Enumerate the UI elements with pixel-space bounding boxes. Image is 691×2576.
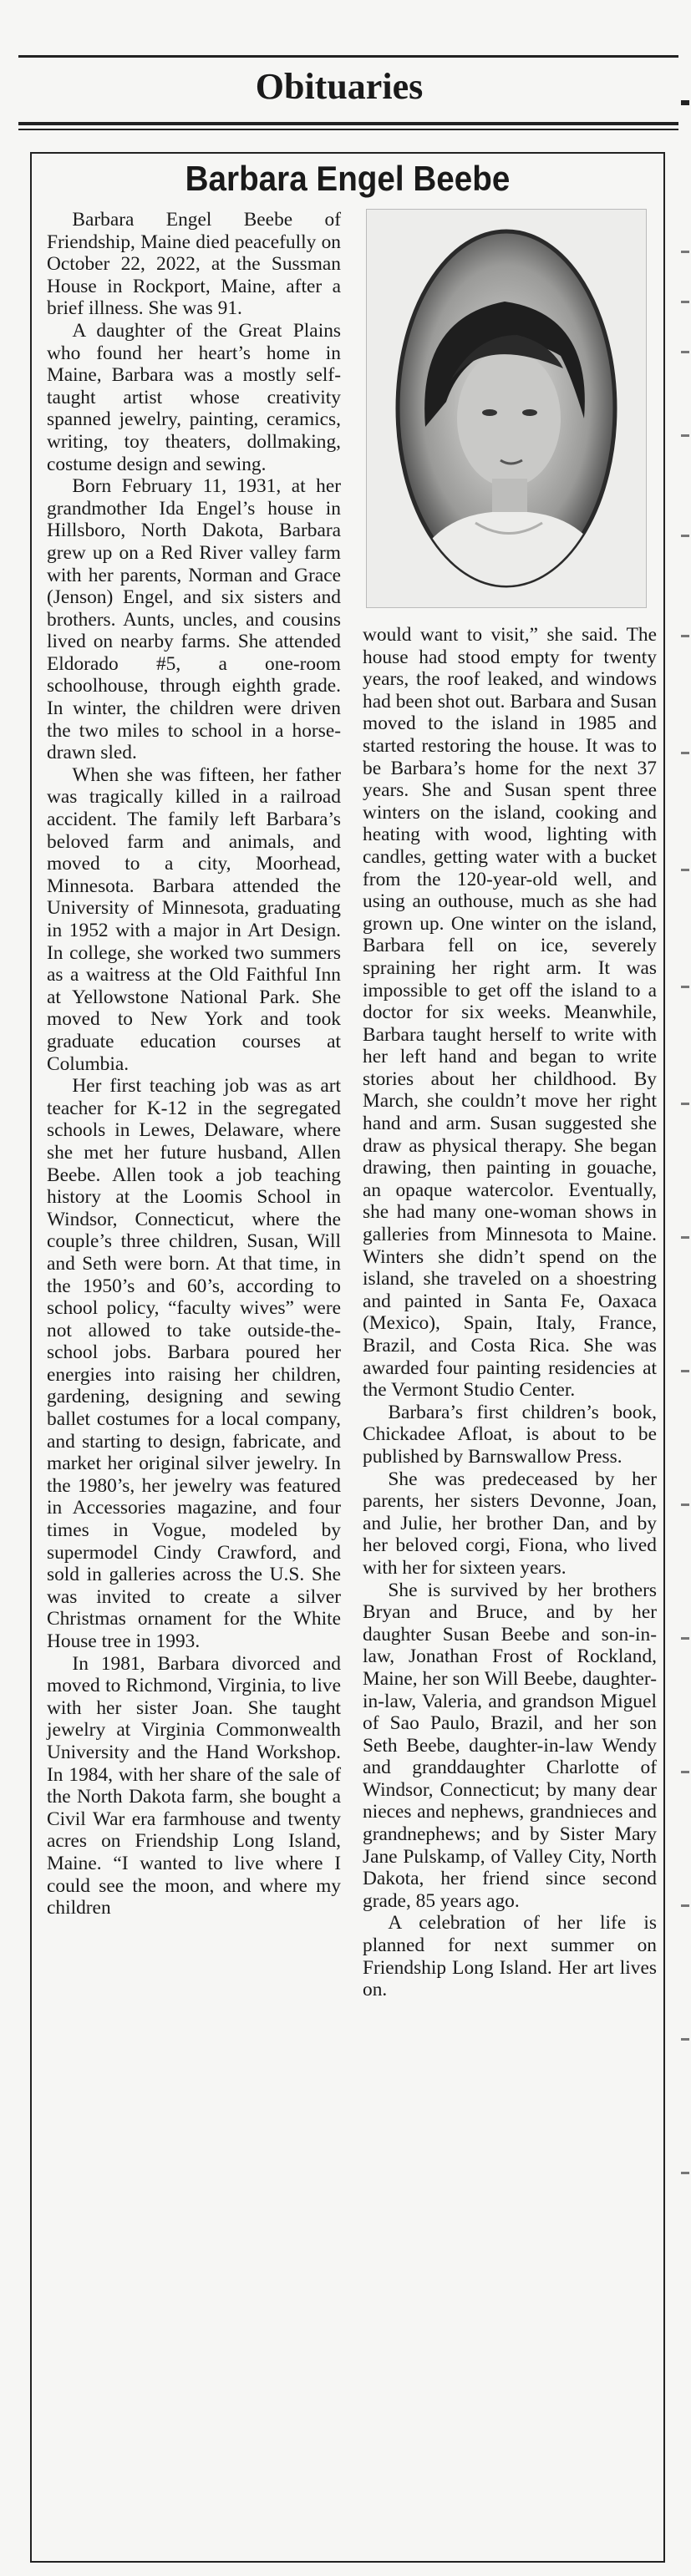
top-rule bbox=[18, 55, 678, 58]
obituary-headline: Barbara Engel Beebe bbox=[185, 159, 511, 198]
title-rule-thick bbox=[18, 122, 678, 125]
article-paragraph: would want to visit,” she said. The house had stood empty for twenty years, the roof leaked, and windows had been shot out. Barbara and Susan moved to the island in 1985 and started restoring the house. It was to be Barbara’s home for the next 37 years. She and Susan spent three winters on the island, cooking and heating with wood, lighting with candles, getting water with a bucket from the 120-year-old well, and using an outhouse, much as she had grown up. One winter on the island, Barbara fell on ice, severely spraining her right arm. It was impossible to get off the island to a doctor for six weeks. Meanwhile, Barbara taught herself to write with her left hand and began to write stories about her childhood. By March, she couldn’t move her right hand and arm. Susan suggested she draw as physical therapy. She began drawing, then painting in gouache, an opaque watercolor. Eventually, she had many one-woman shows in galleries from Minnesota to Maine. Winters she didn’t spend on the island, she traveled on a shoestring and painted in Santa Fe, Oaxaca (Mexico), Spain, Italy, France, Brazil, and Costa Rica. She was awarded four painting residencies at the Vermont Studio Center. bbox=[363, 624, 657, 1402]
article-paragraph: Barbara’s first children’s book, Chickadee Afloat, is about to be published by Barnswallow Press. bbox=[363, 1401, 657, 1468]
adjacent-column-edge bbox=[678, 0, 691, 2576]
article-paragraph: When she was fifteen, her father was tragically killed in a railroad accident. The family left Barbara’s beloved farm and animals, and moved to a city, Moorhead, Minnesota. Barbara attended the University of Minnesota, graduating in 1952 with a major in Art Design. In college, she worked two summers as a waitress at the Old Faithful Inn at Yellowstone National Park. She moved to New York and took graduate education courses at Columbia. bbox=[47, 763, 341, 1075]
article-paragraph: Her first teaching job was as art teacher for K-12 in the segregated schools in Lewes, Delaware, where she met her future husband, Allen Beebe. Allen took a job teaching history at the Loomis School in Windsor, Connecticut, where the couple’s three children, Susan, Will and Seth were born. At that time, in the 1950’s and 60’s, according to school policy, “faculty wives” were not allowed to take outside-the-school jobs. Barbara poured her energies into raising her children, gardening, designing and sewing ballet costumes for a local company, and starting to design, fabricate, and market her original silver jewelry. In the 1980’s, her jewelry was featured in Accessories magazine, and four times in Vogue, modeled by supermodel Cindy Crawford, and sold in galleries across the U.S. She was invited to create a silver Christmas ornament for the White House tree in 1993. bbox=[47, 1075, 341, 1652]
article-column-right bbox=[363, 624, 657, 2001]
article-column-left bbox=[47, 209, 341, 1919]
article-paragraph: A daughter of the Great Plains who found her heart’s home in Maine, Barbara was a mostly self-taught artist whose creativity spanned jewelry, painting, ceramics, writing, toy theaters, dollmaking, costume design and sewing. bbox=[47, 319, 341, 475]
title-rule-thin bbox=[18, 129, 678, 130]
section-title: Obituaries bbox=[255, 66, 424, 107]
portrait-photo-svg bbox=[367, 210, 646, 607]
article-paragraph: She was predeceased by her parents, her sisters Devonne, Joan, and Julie, her brother Dan, and by her beloved corgi, Fiona, who lived with her for sixteen years. bbox=[363, 1468, 657, 1579]
article-paragraph: She is survived by her brothers Bryan and Bruce, and by her daughter Susan Beebe and son-in-law, Jonathan Frost of Rockland, Maine, her son Will Beebe, daughter-in-law, Valeria, and grandson Miguel of Sao Paulo, Brazil, and her son Seth Beebe, daughter-in-law Wendy and granddaughter Charlotte of Windsor, Connecticut; by many dear nieces and nephews, grandnieces and grandnephews; and by Sister Mary Jane Pulskamp, of Valley City, North Dakota, her friend since second grade, 85 years ago. bbox=[363, 1579, 657, 1912]
article-paragraph: Born February 11, 1931, at her grandmother Ida Engel’s house in Hillsboro, North Dakota, Barbara grew up on a Red River valley farm with her parents, Norman and Grace (Jenson) Engel, and six sisters and brothers. Aunts, uncles, and cousins lived on nearby farms. She attended Eldorado #5, a one-room schoolhouse, through eighth grade. In winter, the children were driven the two miles to school in a horse-drawn sled. bbox=[47, 475, 341, 764]
portrait-photo bbox=[366, 209, 647, 608]
article-paragraph: Barbara Engel Beebe of Friendship, Maine died peacefully on October 22, 2022, at the Sussman House in Rockport, Maine, after a brief illness. She was 91. bbox=[47, 209, 341, 320]
article-paragraph: A celebration of her life is planned for next summer on Friendship Long Island. Her art lives on. bbox=[363, 1912, 657, 2001]
article-paragraph: In 1981, Barbara divorced and moved to Richmond, Virginia, to live with her sister Joan. She taught jewelry at Virginia Commonwealth University and the Hand Workshop. In 1984, with her share of the sale of the North Dakota farm, she bought a Civil War era farmhouse and twenty acres on Friendship Long Island, Maine. “I wanted to live where I could see the moon, and where my children bbox=[47, 1652, 341, 1919]
